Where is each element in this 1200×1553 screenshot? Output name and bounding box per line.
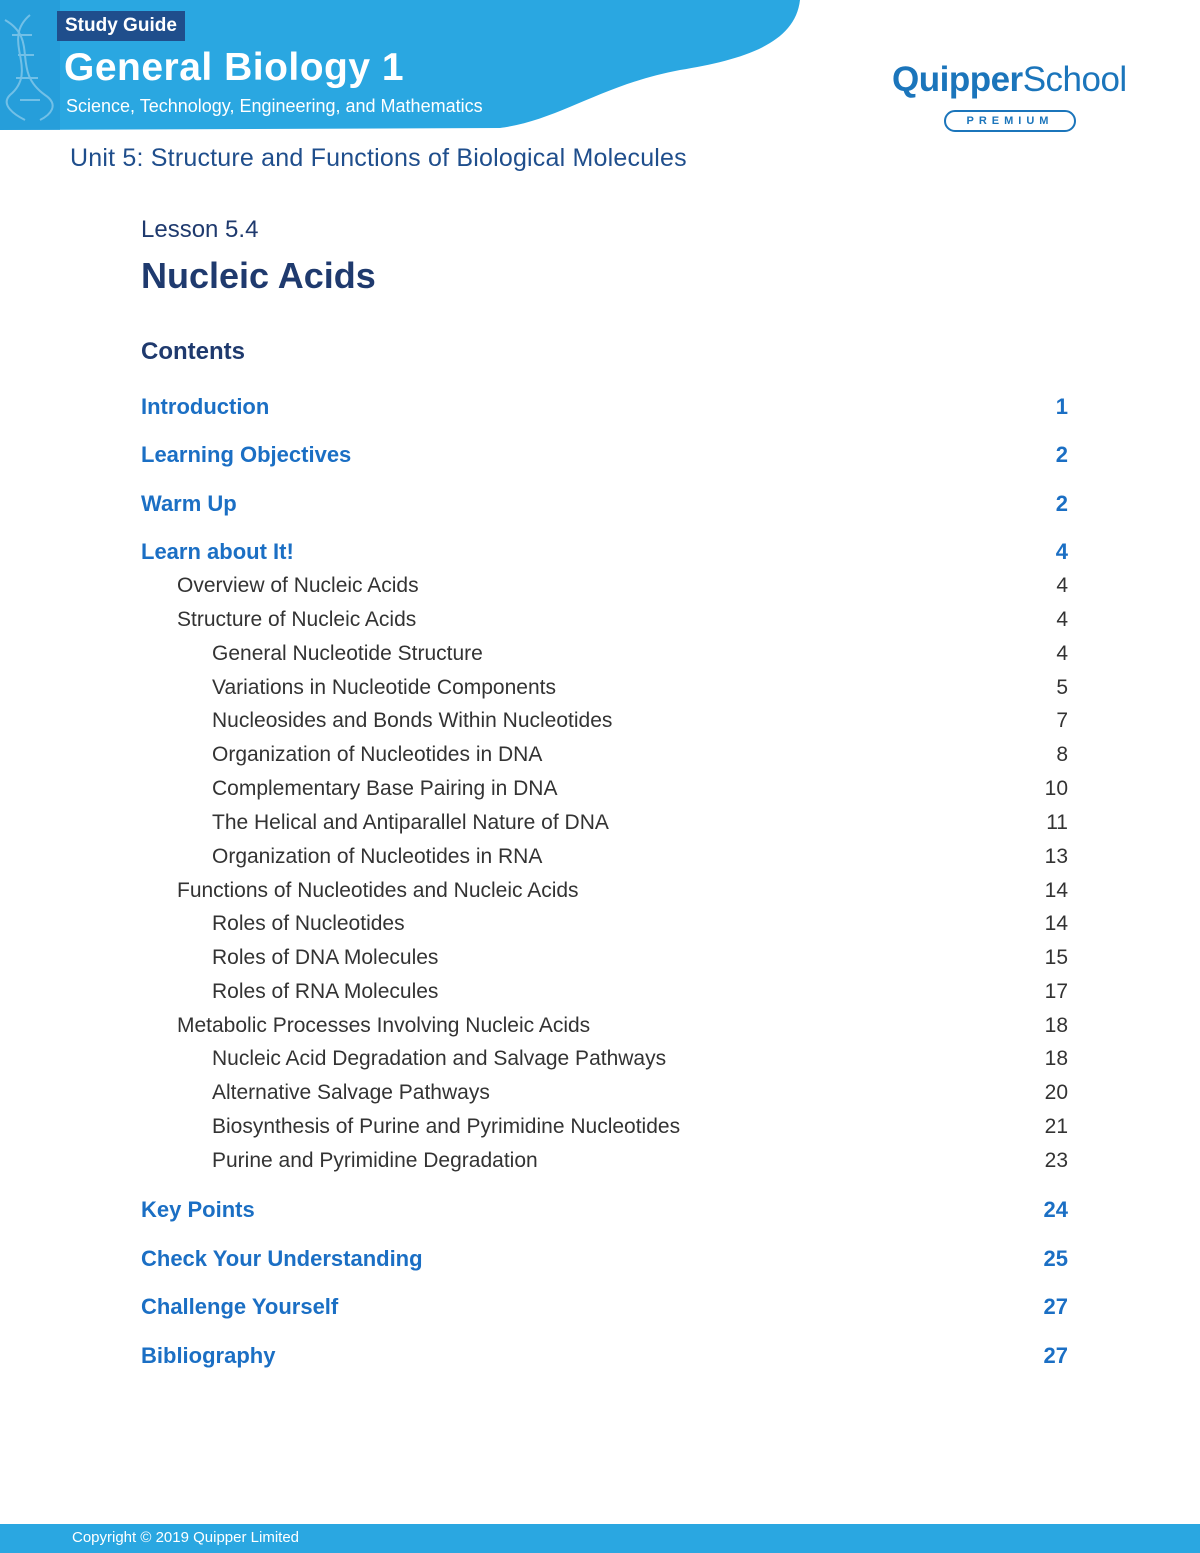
toc-entry-page: 25 bbox=[1043, 1246, 1068, 1271]
toc-entry-label[interactable]: The Helical and Antiparallel Nature of DNA bbox=[212, 811, 609, 834]
copyright-text: Copyright © 2019 Quipper Limited bbox=[72, 1529, 300, 1546]
toc-entry[interactable] bbox=[0, 811, 1200, 841]
contents-heading: Contents bbox=[141, 338, 245, 365]
toc-entry[interactable] bbox=[0, 642, 1200, 672]
toc-entry-label[interactable]: Biosynthesis of Purine and Pyrimidine Nucleotides bbox=[212, 1115, 681, 1138]
toc-entry[interactable] bbox=[0, 1343, 1200, 1373]
toc-entry-label[interactable]: Nucleic Acid Degradation and Salvage Pathways bbox=[212, 1047, 667, 1070]
toc-entry-page: 7 bbox=[1056, 709, 1068, 732]
toc-entry-label[interactable]: Metabolic Processes Involving Nucleic Acids bbox=[177, 1014, 591, 1037]
toc-entry-page: 11 bbox=[1046, 811, 1068, 834]
toc-entry-page: 5 bbox=[1056, 676, 1068, 699]
toc-entry-page: 21 bbox=[1044, 1115, 1068, 1138]
toc-entry[interactable] bbox=[0, 491, 1200, 521]
unit-title: Unit 5: Structure and Functions of Biological Molecules bbox=[70, 144, 687, 172]
toc-entry-page: 10 bbox=[1044, 777, 1068, 800]
toc-entry-page: 20 bbox=[1044, 1081, 1068, 1104]
toc-entry-page: 8 bbox=[1056, 743, 1068, 766]
toc-entry-label[interactable]: Purine and Pyrimidine Degradation bbox=[212, 1149, 538, 1172]
toc-entry[interactable] bbox=[0, 394, 1200, 424]
toc-entry-page: 18 bbox=[1044, 1014, 1068, 1037]
toc-entry-page: 15 bbox=[1044, 946, 1068, 969]
lesson-label: Lesson 5.4 bbox=[141, 216, 259, 243]
toc-entry-page: 24 bbox=[1043, 1197, 1068, 1222]
toc-entry-page: 4 bbox=[1055, 539, 1068, 564]
toc-entry[interactable] bbox=[0, 980, 1200, 1010]
toc-entry[interactable] bbox=[0, 946, 1200, 976]
toc-entry[interactable] bbox=[0, 539, 1200, 569]
toc-entry-page: 27 bbox=[1043, 1294, 1068, 1319]
course-subtitle: Science, Technology, Engineering, and Mathematics bbox=[66, 96, 483, 116]
toc-entry[interactable] bbox=[0, 1197, 1200, 1227]
brand-name bbox=[892, 60, 1132, 100]
quipper-school-logo bbox=[892, 60, 1132, 140]
toc-entry[interactable] bbox=[0, 1294, 1200, 1324]
toc-entry-label[interactable]: Functions of Nucleotides and Nucleic Acids bbox=[177, 879, 579, 902]
toc-entry-page: 14 bbox=[1044, 879, 1068, 902]
toc-entry-page: 14 bbox=[1044, 912, 1068, 935]
toc-entry-label[interactable]: Variations in Nucleotide Components bbox=[212, 676, 556, 699]
toc-entry[interactable] bbox=[0, 574, 1200, 604]
toc-entry-page: 2 bbox=[1055, 442, 1068, 467]
toc-entry-label[interactable]: Challenge Yourself bbox=[141, 1294, 339, 1319]
toc-entry-label[interactable]: Alternative Salvage Pathways bbox=[212, 1081, 490, 1104]
lesson-title: Nucleic Acids bbox=[141, 255, 376, 296]
footer-bar bbox=[0, 1524, 1200, 1553]
toc-entry-label[interactable]: Organization of Nucleotides in DNA bbox=[212, 743, 543, 766]
toc-entry-label[interactable]: Overview of Nucleic Acids bbox=[177, 574, 419, 597]
toc-entry-label[interactable]: Organization of Nucleotides in RNA bbox=[212, 845, 543, 868]
toc-entry[interactable] bbox=[0, 676, 1200, 706]
toc-entry-label[interactable]: Roles of DNA Molecules bbox=[212, 946, 439, 969]
toc-entry-page: 27 bbox=[1043, 1343, 1068, 1368]
toc-entry-label[interactable]: General Nucleotide Structure bbox=[212, 642, 483, 665]
toc-entry-label[interactable]: Complementary Base Pairing in DNA bbox=[212, 777, 558, 800]
toc-entry[interactable] bbox=[0, 442, 1200, 472]
toc-entry[interactable] bbox=[0, 1115, 1200, 1145]
premium-badge: PREMIUM bbox=[944, 110, 1076, 132]
toc-entry-label[interactable]: Roles of Nucleotides bbox=[212, 912, 405, 935]
toc-entry-page: 13 bbox=[1044, 845, 1068, 868]
toc-entry-label[interactable]: Nucleosides and Bonds Within Nucleotides bbox=[212, 709, 613, 732]
toc-entry[interactable] bbox=[0, 1149, 1200, 1179]
toc-entry[interactable] bbox=[0, 845, 1200, 875]
toc-entry[interactable] bbox=[0, 743, 1200, 773]
toc-entry-label[interactable]: Check Your Understanding bbox=[141, 1246, 423, 1271]
toc-entry-label[interactable]: Learn about It! bbox=[141, 539, 294, 564]
course-title: General Biology 1 bbox=[64, 46, 405, 89]
toc-entry[interactable] bbox=[0, 1081, 1200, 1111]
toc-entry[interactable] bbox=[0, 1246, 1200, 1276]
toc-entry[interactable] bbox=[0, 879, 1200, 909]
study-guide-tag: Study Guide bbox=[57, 11, 185, 41]
toc-entry-label[interactable]: Structure of Nucleic Acids bbox=[177, 608, 417, 631]
toc-entry[interactable] bbox=[0, 1014, 1200, 1044]
toc-entry[interactable] bbox=[0, 912, 1200, 942]
toc-entry[interactable] bbox=[0, 1047, 1200, 1077]
toc-entry-page: 18 bbox=[1044, 1047, 1068, 1070]
brand-name-bold: Quipper bbox=[892, 60, 1023, 99]
toc-entry[interactable] bbox=[0, 709, 1200, 739]
toc-entry-label[interactable]: Warm Up bbox=[141, 491, 237, 516]
toc-entry[interactable] bbox=[0, 608, 1200, 638]
toc-entry-page: 23 bbox=[1044, 1149, 1068, 1172]
brand-name-regular: School bbox=[1022, 60, 1127, 99]
toc-entry-page: 4 bbox=[1056, 642, 1068, 665]
toc-entry-page: 4 bbox=[1056, 608, 1068, 631]
toc-entry-page: 1 bbox=[1055, 394, 1068, 419]
toc-entry-label[interactable]: Key Points bbox=[141, 1197, 255, 1222]
toc-entry-page: 17 bbox=[1044, 980, 1068, 1003]
toc-entry-label[interactable]: Bibliography bbox=[141, 1343, 276, 1368]
toc-entry-page: 4 bbox=[1056, 574, 1068, 597]
toc-entry[interactable] bbox=[0, 777, 1200, 807]
toc-entry-label[interactable]: Introduction bbox=[141, 394, 270, 419]
toc-entry-label[interactable]: Learning Objectives bbox=[141, 442, 352, 467]
toc-entry-label[interactable]: Roles of RNA Molecules bbox=[212, 980, 439, 1003]
toc-entry-page: 2 bbox=[1055, 491, 1068, 516]
